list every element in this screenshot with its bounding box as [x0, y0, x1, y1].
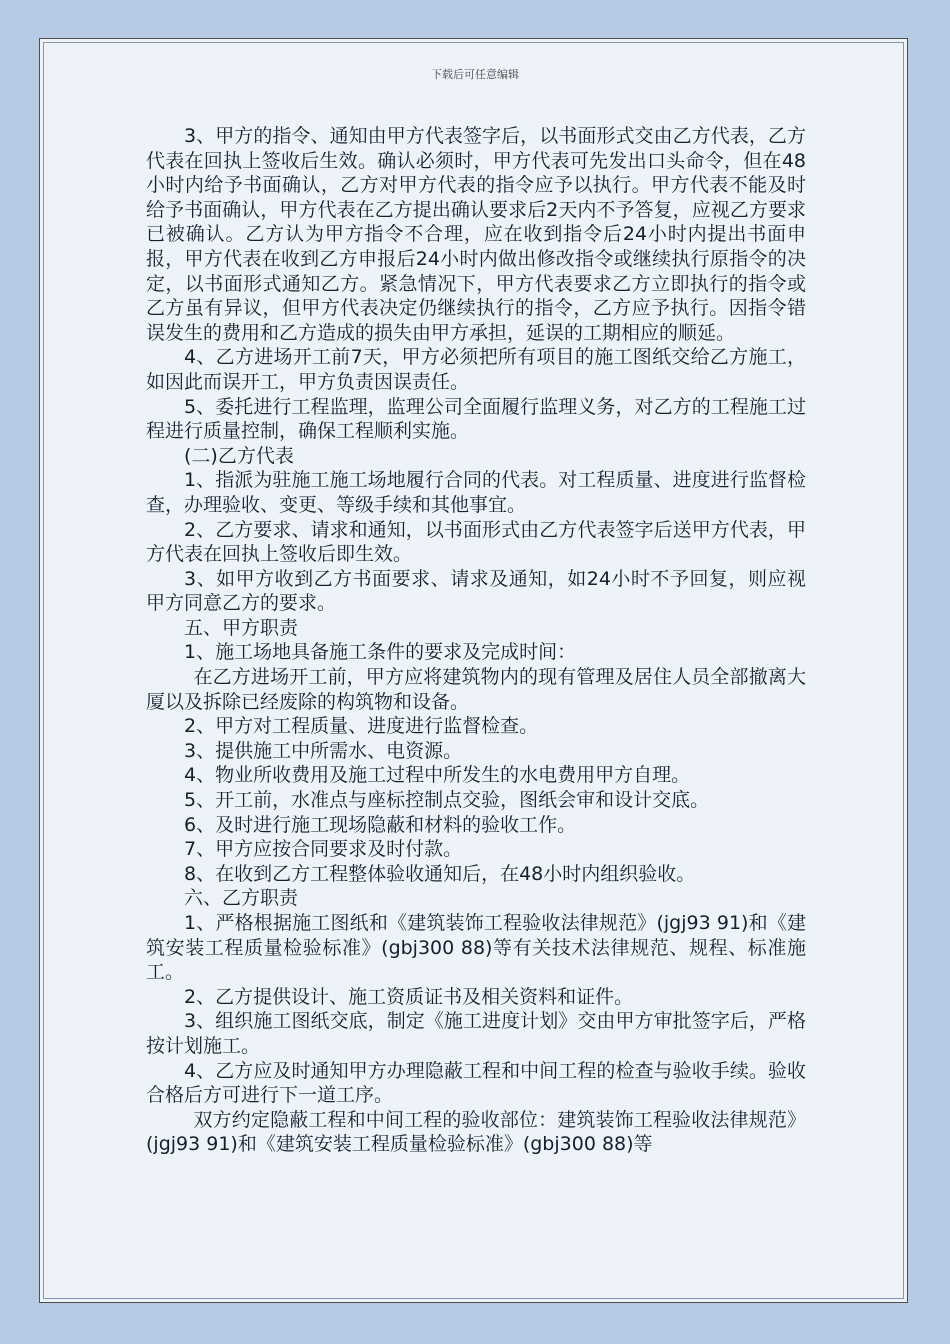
- paragraph: 4、物业所收费用及施工过程中所发生的水电费用甲方自理。: [184, 764, 691, 787]
- paragraph: 3、如甲方收到乙方书面要求、请求及通知，如24小时不予回复，则应视甲方同意乙方的要求。: [146, 567, 806, 615]
- paragraph: 2、甲方对工程质量、进度进行监督检查。: [184, 715, 539, 738]
- document-body: [146, 124, 806, 1157]
- paragraph: 2、乙方提供设计、施工资质证书及相关资料和证件。: [184, 985, 634, 1008]
- paragraph: 3、组织施工图纸交底，制定《施工进度计划》交由甲方审批签字后，严格按计划施工。: [146, 1010, 806, 1057]
- paragraph: 2、乙方要求、请求和通知，以书面形式由乙方代表签字后送甲方代表，甲方代表在回执上签收后即生效。: [146, 518, 806, 566]
- section-heading: 六、乙方职责: [184, 887, 299, 910]
- section-heading: 五、甲方职责: [184, 616, 299, 639]
- paragraph: 4、乙方应及时通知甲方办理隐蔽工程和中间工程的检查与验收手续。验收合格后方可进行下一道工序。: [146, 1059, 806, 1107]
- paragraph: 1、严格根据施工图纸和《建筑装饰工程验收法律规范》(jgj93 91)和《建筑安装工程质量检验标准》(gbj300 88)等有关技术法律规范、规程、标准施工。: [146, 912, 806, 984]
- header-note: 下载后可任意编辑: [431, 68, 519, 81]
- paragraph: 7、甲方应按合同要求及时付款。: [184, 838, 463, 861]
- paragraph: 5、开工前，水准点与座标控制点交验，图纸会审和设计交底。: [184, 789, 710, 812]
- paragraph: 双方约定隐蔽工程和中间工程的验收部位：建筑装饰工程验收法律规范》(jgj93 91)和《建筑安装工程质量检验标准》(gbj300 88)等: [146, 1108, 806, 1156]
- section-heading: (二)乙方代表: [184, 444, 294, 467]
- paragraph: 1、施工场地具备施工条件的要求及完成时间：: [184, 641, 577, 664]
- paragraph: 6、及时进行施工现场隐蔽和材料的验收工作。: [184, 813, 577, 836]
- paragraph: 在乙方进场开工前，甲方应将建筑物内的现有管理及居住人员全部撤离大厦以及拆除已经废除的构筑物和设备。: [146, 666, 806, 713]
- paragraph: 1、指派为驻施工施工场地履行合同的代表。对工程质量、进度进行监督检查，办理验收、变更、等级手续和其他事宜。: [146, 469, 806, 516]
- paragraph: 3、甲方的指令、通知由甲方代表签字后，以书面形式交由乙方代表，乙方代表在回执上签收后生效。确认必须时，甲方代表可先发出口头命令，但在48小时内给予书面确认，乙方对甲方代表的指令应予以执行。甲方代表不能及时给予书面确认，甲方代表在乙方提出确认要求后2天内不予答复，应视乙方要求已被确认。乙方认为甲方指令不合理，应在收到指令后24小时内提出书面申报，甲方代表在收到乙方申报后24小时内做出修改指令或继续执行原指令的决定，以书面形式通知乙方。紧急情况下，甲方代表要求乙方立即执行的指令或乙方虽有异议，但甲方代表决定仍继续执行的指令，乙方应予执行。因指令错误发生的费用和乙方造成的损失由甲方承担，延误的工期相应的顺延。: [146, 125, 806, 344]
- paragraph: 8、在收到乙方工程整体验收通知后，在48小时内组织验收。: [184, 862, 696, 885]
- paragraph: 4、乙方进场开工前7天，甲方必须把所有项目的施工图纸交给乙方施工，如因此而误开工，甲方负责因误责任。: [146, 346, 806, 393]
- paragraph: 3、提供施工中所需水、电资源。: [184, 739, 463, 762]
- paragraph: 5、委托进行工程监理，监理公司全面履行监理义务，对乙方的工程施工过程进行质量控制，确保工程顺利实施。: [146, 395, 806, 443]
